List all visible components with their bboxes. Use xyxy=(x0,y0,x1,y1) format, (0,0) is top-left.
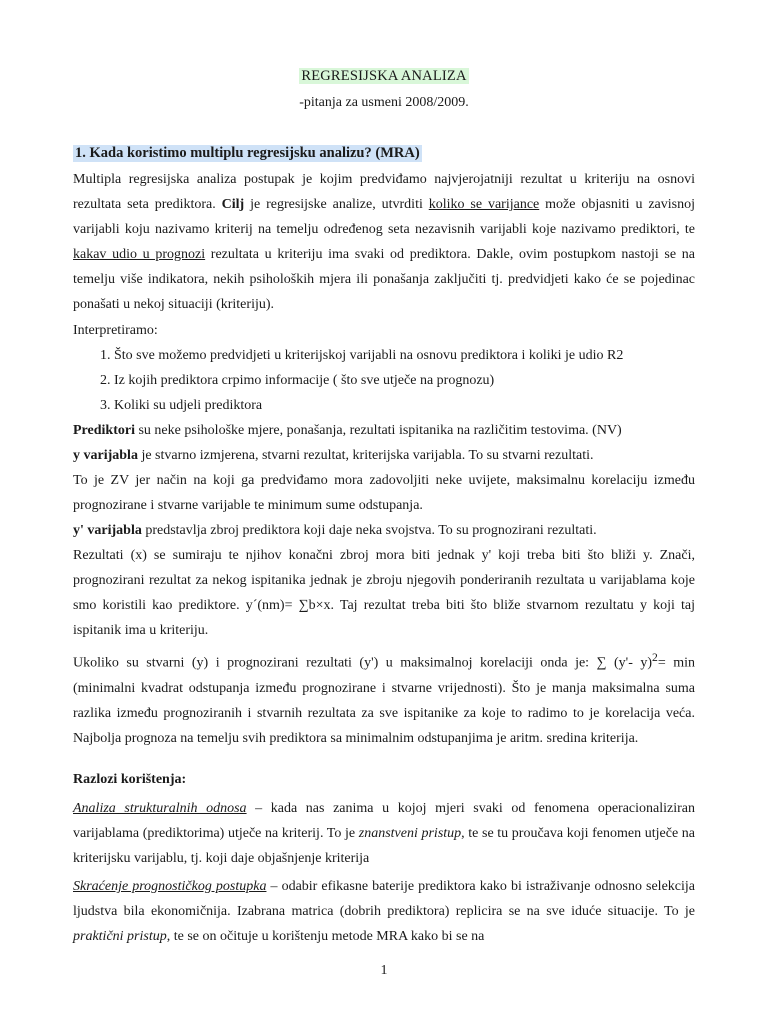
paragraph-korelacija: Ukoliko su stvarni (y) i prognozirani rezultati (y') u maksimalnoj korelaciji onda je: ∑ (y'- y)$^2$= min (minimalni kvadrat odstupanja između prognozirane i stvarne vrijednosti). Što je manja maksimalna suma razlika između prognoziranih i stvarnih rezultata za sve ispitanike za koje to radimo to je korelacija veća. Najbolja prognoza na temelju svih prediktora sa minimalnim odstupanjima je aritm. sredina kriterija. xyxy=(73,651,695,746)
paragraph-skracenje: Skraćenje prognostičkog postupka – odabir efikasne baterije prediktora kako bi istraživanje odnosno selekcija ljudstva bila ekonomičnija. Izabrana matrica (dobrih prediktora) replicira se na sve iduće situacije. To je praktični pristup, te se on očituje u korištenju metode MRA kako bi se na xyxy=(73,879,695,944)
paragraph-prediktori: Prediktori su neke psihološke mjere, ponašanja, rezultati ispitanika na različitim testovima. (NV) xyxy=(73,423,622,438)
document-subtitle: -pitanja za usmeni 2008/2009. xyxy=(299,95,469,110)
paragraph-analiza-strukturalnih: Analiza strukturalnih odnosa – kada nas zanima u kojoj mjeri svaki od fenomena operacionaliziran varijablama (prediktorima) utječe na kriterij. To je znanstveni pristup, te se tu proučava koji fenomen utječe na kriterijsku varijablu, tj. koji daje objašnjenje kriterija xyxy=(73,801,696,866)
paragraph-y-varijabla: y varijabla je stvarno izmjerena, stvarni rezultat, kriterijska varijabla. To su stvarni rezultati. xyxy=(73,448,594,463)
paragraph-rezultati: Rezultati (x) se sumiraju te njihov konačni zbroj mora biti jednak y' koji treba biti što bliži y. Znači, prognozirani rezultat za nekog ispitanika jednak je zbroju njegovih ponderiranih rezultata u varijablama koje smo koristili kao prediktore. y´(nm)= ∑b×x. Taj rezultat treba biti što bliže stvarnom rezultatu y koji taj ispitanik ima u kriteriju. xyxy=(73,548,695,638)
question-1-heading: 1. Kada koristimo multiplu regresijsku analizu? (MRA) xyxy=(75,145,420,161)
list-item: 3. Koliki su udjeli prediktora xyxy=(100,398,263,413)
document-title: REGRESIJSKA ANALIZA xyxy=(301,68,467,84)
paragraph-mra-definition: Multipla regresijska analiza postupak je kojim predviđamo najvjerojatniji rezultat u kriteriju na osnovi rezultata seta prediktora. Cilj je regresijske analize, utvrditi koliko se varijance može objasniti u zavisnoj varijabli koju nazivamo kriterij na temelju određenog seta nezavisnih varijabli koje nazivamo prediktori, te kakav udio u prognozi rezultata u kriteriju ima svaki od prediktora. Dakle, ovim postupkom nastoji se na temelju više indikatora, nekih psiholoških mjera ili ponašanja zaključiti tj. predvidjeti kako će se pojedinac ponašati u nekoj situaciji (kriteriju). xyxy=(73,172,695,312)
list-item: 1. Što sve možemo predvidjeti u kriterijskoj varijabli na osnovu prediktora i koliki je udio R2 xyxy=(100,348,624,363)
interpretation-list xyxy=(100,343,623,418)
paragraph-y-prime: y' varijabla predstavlja zbroj prediktora koji daje neka svojstva. To su prognozirani rezultati. xyxy=(73,523,597,538)
razlozi-heading: Razlozi korištenja: xyxy=(73,772,187,787)
list-item: 2. Iz kojih prediktora crpimo informacije ( što sve utječe na prognozu) xyxy=(100,373,495,388)
page-number: 1 xyxy=(380,963,388,978)
paragraph-zv: To je ZV jer način na koji ga predviđamo mora zadovoljiti neke uvijete, maksimalnu korelaciju između prognozirane i stvarne varijable te minimum sume odstupanja. xyxy=(73,473,695,513)
interpretiramo-label: Interpretiramo: xyxy=(73,323,158,338)
